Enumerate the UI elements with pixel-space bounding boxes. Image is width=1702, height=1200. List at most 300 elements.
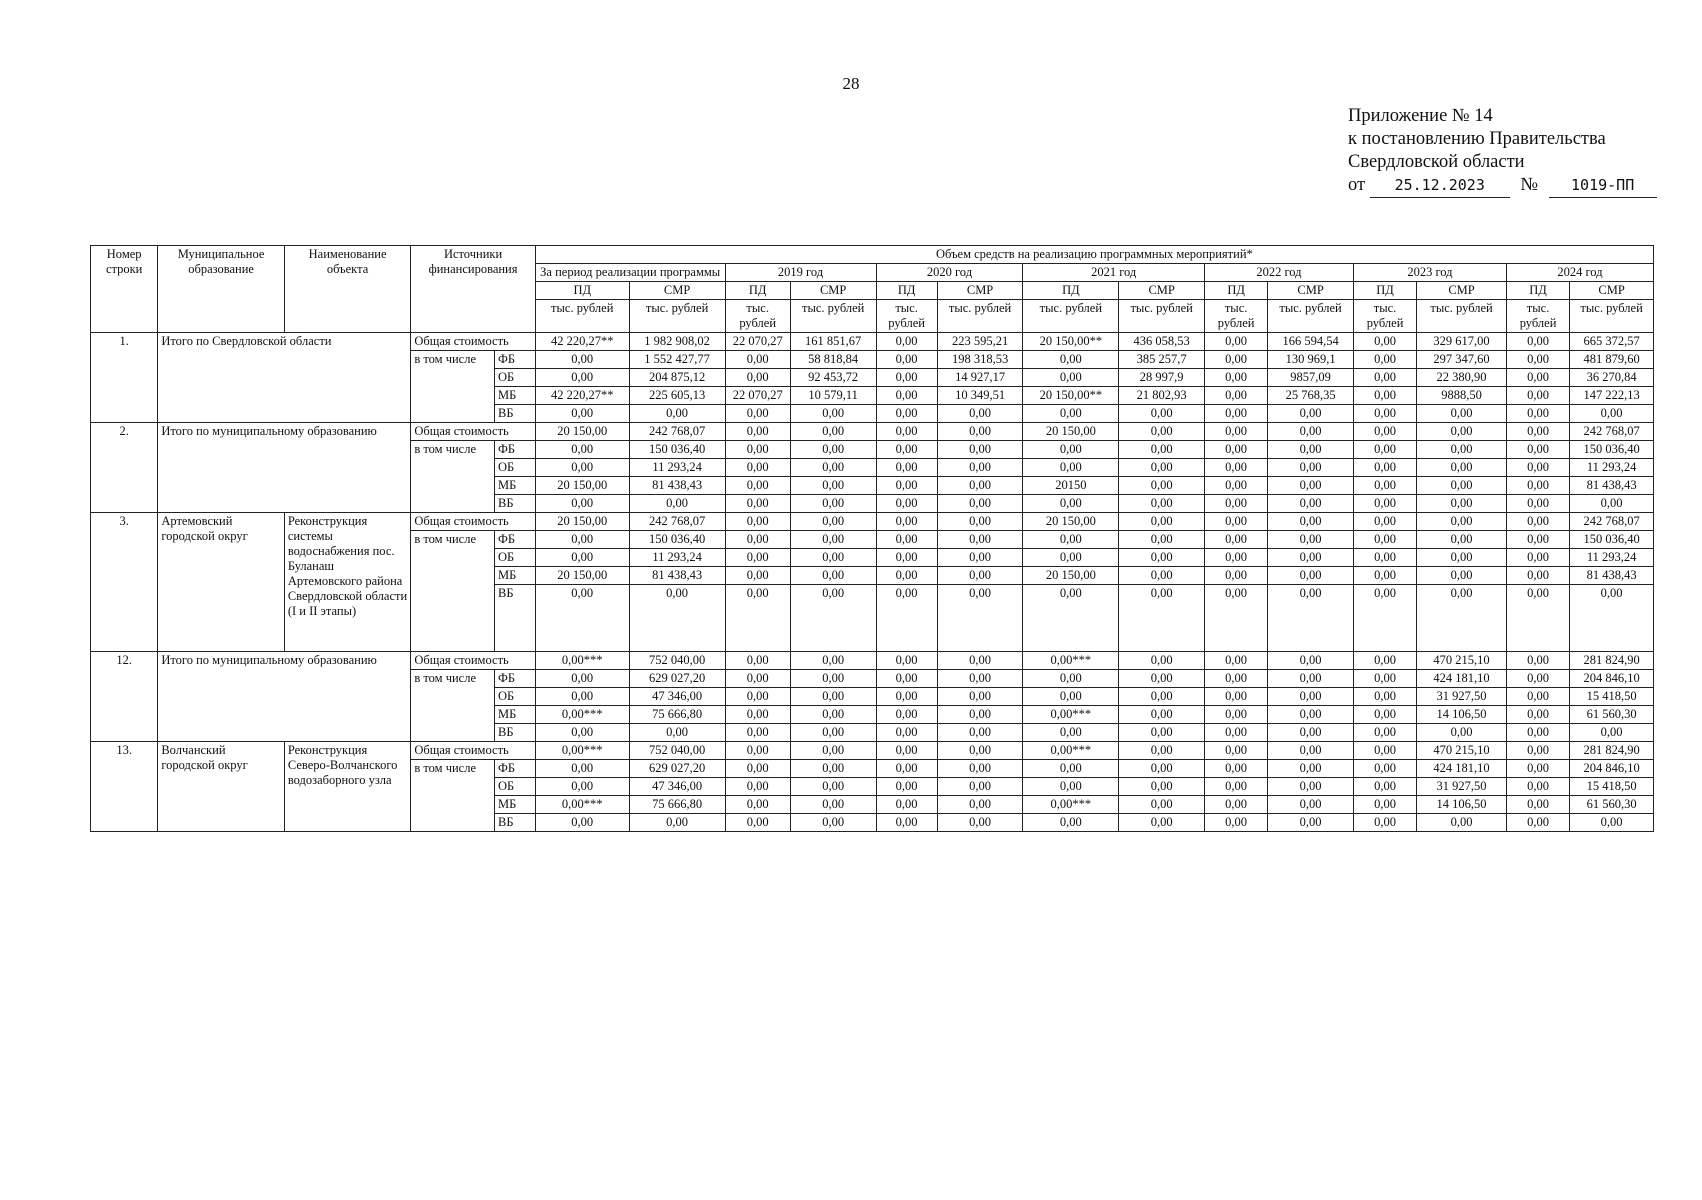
- value-cell: 9888,50: [1417, 387, 1507, 405]
- table-row: [91, 742, 1654, 760]
- value-cell: 0,00: [1570, 585, 1654, 652]
- value-cell: 0,00: [1119, 549, 1205, 567]
- header-pd: ПД: [1353, 282, 1416, 300]
- value-cell: 0,00: [790, 405, 876, 423]
- value-cell: 0,00: [1353, 549, 1416, 567]
- value-cell: 665 372,57: [1570, 333, 1654, 351]
- value-cell: 81 438,43: [1570, 567, 1654, 585]
- value-cell: 0,00: [1119, 459, 1205, 477]
- value-cell: 0,00: [1119, 706, 1205, 724]
- value-cell: 0,00: [1506, 441, 1569, 459]
- value-cell: 0,00: [1023, 441, 1119, 459]
- value-cell: 0,00: [535, 778, 629, 796]
- row-number: 2.: [91, 423, 158, 513]
- value-cell: 0,00: [1119, 742, 1205, 760]
- value-cell: 0,00: [1506, 778, 1569, 796]
- value-cell: 223 595,21: [937, 333, 1023, 351]
- value-cell: 0,00: [725, 423, 790, 441]
- value-cell: 0,00: [937, 513, 1023, 531]
- value-cell: 0,00: [790, 477, 876, 495]
- value-cell: 150 036,40: [629, 441, 725, 459]
- value-cell: 0,00: [1506, 585, 1569, 652]
- value-cell: 0,00: [1417, 549, 1507, 567]
- value-cell: 0,00: [1268, 724, 1354, 742]
- value-cell: 0,00: [725, 724, 790, 742]
- value-cell: 0,00: [1506, 459, 1569, 477]
- value-cell: 0,00: [1417, 513, 1507, 531]
- value-cell: 0,00***: [535, 742, 629, 760]
- value-cell: 0,00: [1023, 688, 1119, 706]
- value-cell: 0,00: [1023, 495, 1119, 513]
- value-cell: 0,00: [1417, 724, 1507, 742]
- value-cell: 0,00: [1417, 423, 1507, 441]
- value-cell: 0,00: [1570, 724, 1654, 742]
- value-cell: 0,00: [876, 814, 937, 832]
- value-cell: 42 220,27**: [535, 333, 629, 351]
- value-cell: 0,00: [1417, 405, 1507, 423]
- total-cost-label: Общая стоимость: [411, 423, 535, 441]
- value-cell: 0,00: [1119, 477, 1205, 495]
- value-cell: 629 027,20: [629, 760, 725, 778]
- value-cell: 0,00: [1506, 477, 1569, 495]
- value-cell: 0,00: [1023, 459, 1119, 477]
- value-cell: 58 818,84: [790, 351, 876, 369]
- value-cell: 0,00: [1353, 441, 1416, 459]
- value-cell: 225 605,13: [629, 387, 725, 405]
- value-cell: 0,00: [629, 585, 725, 652]
- value-cell: 147 222,13: [1570, 387, 1654, 405]
- value-cell: 20 150,00: [535, 513, 629, 531]
- value-cell: 0,00: [937, 495, 1023, 513]
- value-cell: 0,00: [1353, 670, 1416, 688]
- value-cell: 0,00***: [535, 652, 629, 670]
- value-cell: 0,00: [876, 513, 937, 531]
- value-cell: 0,00: [1023, 670, 1119, 688]
- value-cell: 0,00: [725, 549, 790, 567]
- value-cell: 0,00: [937, 531, 1023, 549]
- value-cell: 0,00: [1204, 459, 1267, 477]
- value-cell: 0,00: [535, 688, 629, 706]
- table-row: [91, 333, 1654, 351]
- header-period: 2021 год: [1023, 264, 1205, 282]
- header-period: 2023 год: [1353, 264, 1506, 282]
- value-cell: 0,00: [790, 688, 876, 706]
- funding-source: ВБ: [494, 585, 535, 652]
- value-cell: 0,00: [790, 670, 876, 688]
- value-cell: 0,00: [1570, 495, 1654, 513]
- value-cell: 0,00: [1119, 567, 1205, 585]
- value-cell: 10 579,11: [790, 387, 876, 405]
- value-cell: 0,00: [1268, 814, 1354, 832]
- value-cell: 0,00: [1353, 706, 1416, 724]
- value-cell: 20150: [1023, 477, 1119, 495]
- value-cell: 0,00: [535, 549, 629, 567]
- value-cell: 0,00: [937, 549, 1023, 567]
- value-cell: 0,00: [535, 459, 629, 477]
- value-cell: 0,00: [1204, 549, 1267, 567]
- value-cell: 242 768,07: [1570, 513, 1654, 531]
- value-cell: 22 380,90: [1417, 369, 1507, 387]
- value-cell: 0,00: [937, 778, 1023, 796]
- value-cell: 0,00: [1353, 477, 1416, 495]
- value-cell: 0,00: [725, 706, 790, 724]
- header-period: 2019 год: [725, 264, 876, 282]
- value-cell: 0,00: [1268, 670, 1354, 688]
- value-cell: 0,00: [1570, 405, 1654, 423]
- value-cell: 47 346,00: [629, 688, 725, 706]
- table-row: [91, 513, 1654, 531]
- value-cell: 0,00: [725, 652, 790, 670]
- value-cell: 0,00: [790, 459, 876, 477]
- header-unit: тыс. рублей: [790, 300, 876, 333]
- header-volume: Объем средств на реализацию программных мероприятий*: [535, 246, 1653, 264]
- value-cell: 0,00: [1353, 333, 1416, 351]
- value-cell: 0,00: [1204, 369, 1267, 387]
- value-cell: 61 560,30: [1570, 796, 1654, 814]
- value-cell: 81 438,43: [629, 567, 725, 585]
- value-cell: 0,00: [1570, 814, 1654, 832]
- value-cell: 0,00: [876, 531, 937, 549]
- appendix-block: [1348, 105, 1657, 198]
- value-cell: 0,00: [535, 760, 629, 778]
- value-cell: 0,00: [1417, 477, 1507, 495]
- value-cell: 0,00: [1023, 369, 1119, 387]
- value-cell: 0,00: [876, 495, 937, 513]
- value-cell: 0,00: [790, 423, 876, 441]
- header-smr: СМР: [1268, 282, 1354, 300]
- value-cell: 0,00: [1268, 706, 1354, 724]
- value-cell: 22 070,27: [725, 333, 790, 351]
- value-cell: 0,00: [876, 688, 937, 706]
- funding-source: МБ: [494, 706, 535, 724]
- value-cell: 0,00: [1204, 724, 1267, 742]
- value-cell: 0,00: [1268, 513, 1354, 531]
- value-cell: 0,00: [725, 531, 790, 549]
- row-number: 12.: [91, 652, 158, 742]
- number-label: №: [1520, 175, 1538, 195]
- funding-source: ОБ: [494, 688, 535, 706]
- value-cell: 15 418,50: [1570, 688, 1654, 706]
- value-cell: 0,00: [1268, 405, 1354, 423]
- value-cell: 75 666,80: [629, 706, 725, 724]
- appendix-title: Приложение № 14: [1348, 106, 1493, 126]
- value-cell: 0,00: [1506, 814, 1569, 832]
- value-cell: 0,00: [1204, 441, 1267, 459]
- funding-source: МБ: [494, 567, 535, 585]
- value-cell: 0,00: [535, 351, 629, 369]
- value-cell: 81 438,43: [1570, 477, 1654, 495]
- value-cell: 1 552 427,77: [629, 351, 725, 369]
- value-cell: 281 824,90: [1570, 742, 1654, 760]
- value-cell: 0,00: [1023, 724, 1119, 742]
- header-unit: тыс. рублей: [1204, 300, 1267, 333]
- value-cell: 0,00: [1023, 531, 1119, 549]
- value-cell: 14 106,50: [1417, 706, 1507, 724]
- value-cell: 161 851,67: [790, 333, 876, 351]
- value-cell: 0,00: [535, 531, 629, 549]
- value-cell: 0,00: [1506, 724, 1569, 742]
- value-cell: 0,00: [1506, 333, 1569, 351]
- header-pd: ПД: [1204, 282, 1267, 300]
- value-cell: 0,00: [937, 423, 1023, 441]
- value-cell: 20 150,00: [535, 423, 629, 441]
- value-cell: 0,00: [876, 423, 937, 441]
- value-cell: 15 418,50: [1570, 778, 1654, 796]
- value-cell: 0,00: [1023, 549, 1119, 567]
- value-cell: 0,00: [1506, 423, 1569, 441]
- page-number: 28: [842, 74, 860, 93]
- decree-date: 25.12.2023: [1370, 174, 1510, 198]
- including-label: в том числе: [411, 351, 495, 423]
- funding-source: ФБ: [494, 531, 535, 549]
- value-cell: 281 824,90: [1570, 652, 1654, 670]
- value-cell: 0,00: [1204, 778, 1267, 796]
- value-cell: 0,00: [1119, 585, 1205, 652]
- header-unit: тыс. рублей: [1353, 300, 1416, 333]
- value-cell: 0,00: [1268, 760, 1354, 778]
- header-unit: тыс. рублей: [1506, 300, 1569, 333]
- value-cell: 0,00: [1506, 760, 1569, 778]
- value-cell: 21 802,93: [1119, 387, 1205, 405]
- value-cell: 0,00: [725, 567, 790, 585]
- header-pd: ПД: [876, 282, 937, 300]
- value-cell: 204 846,10: [1570, 670, 1654, 688]
- value-cell: 0,00: [535, 585, 629, 652]
- value-cell: 0,00: [1506, 549, 1569, 567]
- value-cell: 0,00: [1204, 351, 1267, 369]
- total-cost-label: Общая стоимость: [411, 652, 535, 670]
- value-cell: 1 982 908,02: [629, 333, 725, 351]
- value-cell: 752 040,00: [629, 652, 725, 670]
- value-cell: 204 875,12: [629, 369, 725, 387]
- value-cell: 0,00: [876, 742, 937, 760]
- value-cell: 0,00: [876, 351, 937, 369]
- value-cell: 11 293,24: [1570, 459, 1654, 477]
- from-label: от: [1348, 175, 1366, 195]
- value-cell: 0,00: [725, 778, 790, 796]
- value-cell: 150 036,40: [1570, 441, 1654, 459]
- value-cell: 0,00: [1417, 531, 1507, 549]
- value-cell: 0,00: [1353, 760, 1416, 778]
- value-cell: 0,00: [1204, 706, 1267, 724]
- value-cell: 0,00: [1417, 495, 1507, 513]
- value-cell: 0,00: [1506, 387, 1569, 405]
- header-smr: СМР: [629, 282, 725, 300]
- value-cell: 0,00: [937, 706, 1023, 724]
- value-cell: 0,00: [1268, 441, 1354, 459]
- appendix-region: Свердловской области: [1348, 152, 1525, 172]
- value-cell: 0,00: [876, 585, 937, 652]
- value-cell: 0,00: [1119, 423, 1205, 441]
- value-cell: 47 346,00: [629, 778, 725, 796]
- value-cell: 424 181,10: [1417, 760, 1507, 778]
- value-cell: 0,00: [876, 670, 937, 688]
- value-cell: 0,00: [790, 531, 876, 549]
- value-cell: 0,00: [876, 652, 937, 670]
- value-cell: 242 768,07: [629, 423, 725, 441]
- value-cell: 0,00: [1204, 495, 1267, 513]
- value-cell: 0,00: [1204, 567, 1267, 585]
- value-cell: 0,00: [1506, 405, 1569, 423]
- value-cell: 25 768,35: [1268, 387, 1354, 405]
- value-cell: 0,00: [1023, 351, 1119, 369]
- value-cell: 0,00: [937, 441, 1023, 459]
- value-cell: 0,00: [1506, 652, 1569, 670]
- header-smr: СМР: [790, 282, 876, 300]
- value-cell: 0,00: [876, 387, 937, 405]
- value-cell: 329 617,00: [1417, 333, 1507, 351]
- value-cell: 0,00: [937, 405, 1023, 423]
- value-cell: 0,00: [725, 814, 790, 832]
- header-municipality: Муниципальное образование: [158, 246, 285, 333]
- value-cell: 20 150,00: [535, 477, 629, 495]
- value-cell: 0,00: [725, 796, 790, 814]
- funding-source: ФБ: [494, 670, 535, 688]
- funding-source: ВБ: [494, 405, 535, 423]
- value-cell: 0,00: [1353, 585, 1416, 652]
- header-smr: СМР: [1119, 282, 1205, 300]
- value-cell: 0,00: [1023, 585, 1119, 652]
- value-cell: 0,00: [535, 495, 629, 513]
- value-cell: 0,00: [1119, 724, 1205, 742]
- value-cell: 0,00: [1023, 814, 1119, 832]
- value-cell: 0,00: [876, 778, 937, 796]
- value-cell: 0,00: [1268, 652, 1354, 670]
- value-cell: 0,00: [790, 796, 876, 814]
- value-cell: 0,00: [1353, 531, 1416, 549]
- value-cell: 0,00: [1119, 405, 1205, 423]
- value-cell: 28 997,9: [1119, 369, 1205, 387]
- value-cell: 0,00: [876, 477, 937, 495]
- value-cell: 0,00: [725, 459, 790, 477]
- total-cost-label: Общая стоимость: [411, 742, 535, 760]
- value-cell: 0,00: [1353, 724, 1416, 742]
- municipality-name: Волчанский городской округ: [158, 742, 285, 832]
- appendix-decree: к постановлению Правительства: [1348, 129, 1606, 149]
- value-cell: 0,00: [1204, 585, 1267, 652]
- value-cell: 0,00***: [1023, 796, 1119, 814]
- value-cell: 0,00: [1506, 495, 1569, 513]
- value-cell: 0,00: [1506, 742, 1569, 760]
- header-smr: СМР: [937, 282, 1023, 300]
- funding-source: ФБ: [494, 351, 535, 369]
- value-cell: 0,00: [1119, 760, 1205, 778]
- value-cell: 0,00: [1353, 495, 1416, 513]
- value-cell: 0,00: [1023, 778, 1119, 796]
- funding-source: ВБ: [494, 495, 535, 513]
- funding-table: [90, 245, 1654, 832]
- row-number: 13.: [91, 742, 158, 832]
- value-cell: 0,00: [725, 477, 790, 495]
- value-cell: 0,00: [1506, 688, 1569, 706]
- value-cell: 0,00: [1268, 423, 1354, 441]
- value-cell: 470 215,10: [1417, 742, 1507, 760]
- value-cell: 0,00: [1353, 405, 1416, 423]
- value-cell: 385 257,7: [1119, 351, 1205, 369]
- value-cell: 752 040,00: [629, 742, 725, 760]
- value-cell: 0,00: [1268, 567, 1354, 585]
- value-cell: 10 349,51: [937, 387, 1023, 405]
- value-cell: 0,00: [790, 814, 876, 832]
- value-cell: 0,00: [1204, 652, 1267, 670]
- value-cell: 0,00: [937, 688, 1023, 706]
- value-cell: 0,00: [1417, 441, 1507, 459]
- value-cell: 0,00: [1353, 387, 1416, 405]
- value-cell: 0,00***: [1023, 652, 1119, 670]
- including-label: в том числе: [411, 760, 495, 832]
- funding-source: ВБ: [494, 814, 535, 832]
- value-cell: 0,00: [629, 814, 725, 832]
- value-cell: 0,00: [876, 706, 937, 724]
- value-cell: 481 879,60: [1570, 351, 1654, 369]
- value-cell: 0,00: [1353, 369, 1416, 387]
- value-cell: 0,00: [1506, 567, 1569, 585]
- value-cell: 204 846,10: [1570, 760, 1654, 778]
- value-cell: 0,00: [790, 742, 876, 760]
- object-name: Реконструкция системы водоснабжения пос. Буланаш Артемовского района Свердловской области (I и II этапы): [284, 513, 411, 652]
- table-row: [91, 423, 1654, 441]
- value-cell: 61 560,30: [1570, 706, 1654, 724]
- value-cell: 0,00: [1417, 585, 1507, 652]
- municipality-name: Артемовский городской округ: [158, 513, 285, 652]
- value-cell: 0,00: [1023, 760, 1119, 778]
- value-cell: 0,00: [1353, 513, 1416, 531]
- including-label: в том числе: [411, 670, 495, 742]
- value-cell: 0,00: [1119, 495, 1205, 513]
- value-cell: 424 181,10: [1417, 670, 1507, 688]
- including-label: в том числе: [411, 531, 495, 652]
- value-cell: 0,00: [725, 441, 790, 459]
- funding-source: МБ: [494, 477, 535, 495]
- header-unit: тыс. рублей: [1570, 300, 1654, 333]
- value-cell: 0,00: [1204, 423, 1267, 441]
- value-cell: 14 927,17: [937, 369, 1023, 387]
- value-cell: 0,00: [1119, 778, 1205, 796]
- value-cell: 297 347,60: [1417, 351, 1507, 369]
- value-cell: 0,00***: [1023, 742, 1119, 760]
- value-cell: 0,00: [790, 706, 876, 724]
- value-cell: 0,00: [1204, 333, 1267, 351]
- value-cell: 0,00: [725, 760, 790, 778]
- value-cell: 0,00: [876, 796, 937, 814]
- value-cell: 0,00: [937, 567, 1023, 585]
- value-cell: 0,00: [937, 724, 1023, 742]
- value-cell: 0,00: [725, 585, 790, 652]
- funding-source: ОБ: [494, 778, 535, 796]
- value-cell: 0,00: [725, 351, 790, 369]
- value-cell: 166 594,54: [1268, 333, 1354, 351]
- header-unit: тыс. рублей: [725, 300, 790, 333]
- value-cell: 0,00: [1506, 369, 1569, 387]
- funding-source: МБ: [494, 796, 535, 814]
- value-cell: 0,00: [725, 688, 790, 706]
- value-cell: 0,00: [1023, 405, 1119, 423]
- value-cell: 0,00: [629, 495, 725, 513]
- value-cell: 0,00: [725, 495, 790, 513]
- value-cell: 0,00: [1506, 351, 1569, 369]
- value-cell: 0,00: [937, 585, 1023, 652]
- header-unit: тыс. рублей: [1268, 300, 1354, 333]
- funding-source: ОБ: [494, 369, 535, 387]
- header-unit: тыс. рублей: [535, 300, 629, 333]
- value-cell: 31 927,50: [1417, 778, 1507, 796]
- value-cell: 0,00: [1268, 477, 1354, 495]
- value-cell: 0,00: [1268, 796, 1354, 814]
- value-cell: 0,00: [790, 513, 876, 531]
- value-cell: 0,00: [1353, 796, 1416, 814]
- value-cell: 150 036,40: [629, 531, 725, 549]
- value-cell: 0,00: [725, 670, 790, 688]
